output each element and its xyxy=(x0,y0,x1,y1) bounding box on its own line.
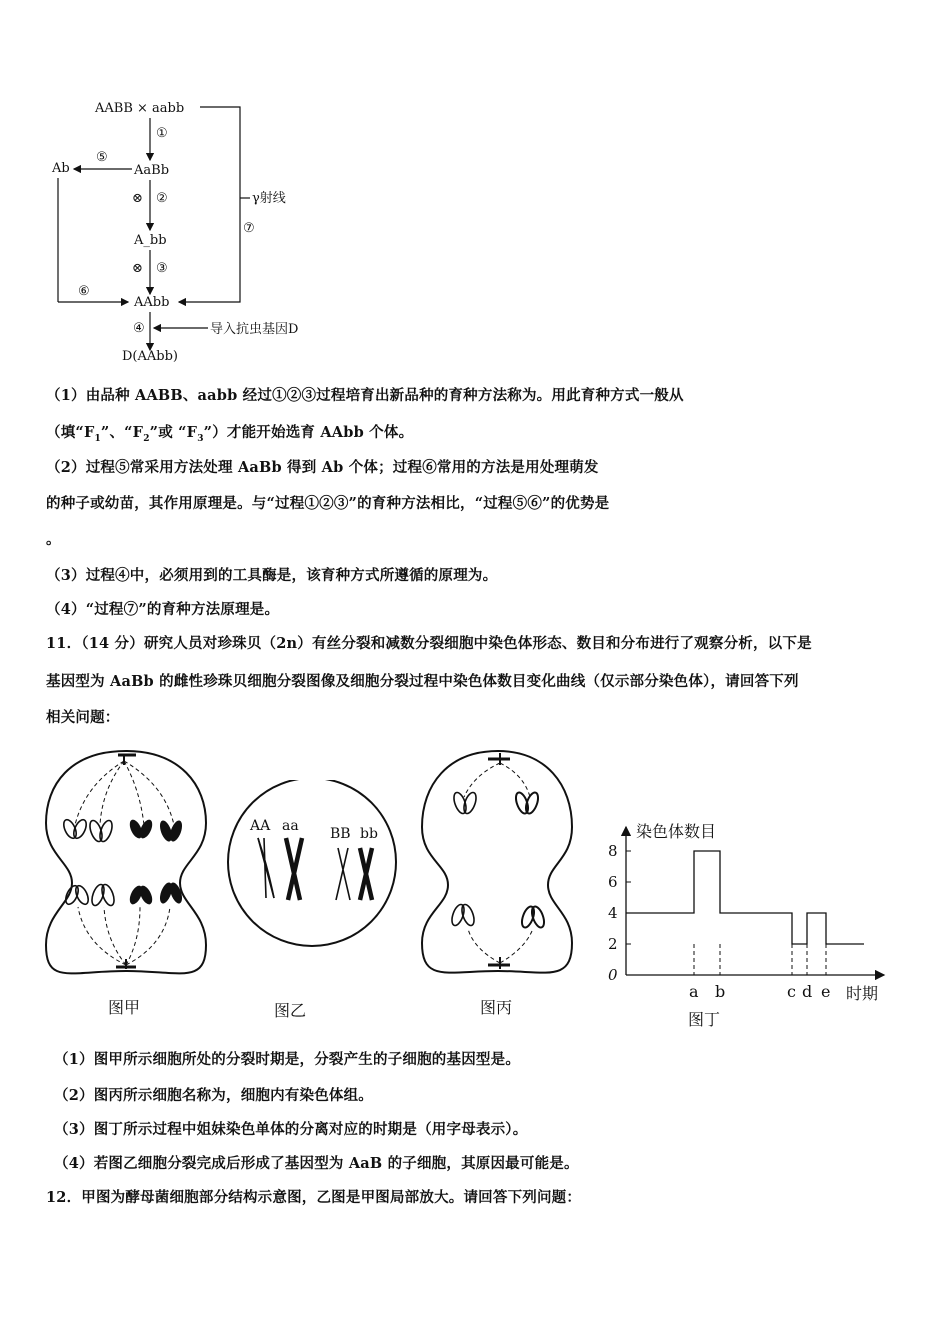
step7-label: ⑦ xyxy=(243,221,255,236)
figure-jia xyxy=(40,745,220,1030)
yi-BB-label: BB xyxy=(330,826,351,842)
chart-ylabel: 染色体数目 xyxy=(636,822,717,841)
chart-ytick-label: 4 xyxy=(608,904,618,922)
aminus-label: A_bb xyxy=(134,233,167,248)
aabb-target-label: AAbb xyxy=(134,295,170,310)
step1-label: ① xyxy=(156,126,168,141)
step4-label: ④ xyxy=(133,321,145,336)
q11-part3: （3）图丁所示过程中姐妹染色单体的分离对应的时期是（用字母表示）。 xyxy=(54,1121,528,1138)
chart-xtick-label: c xyxy=(787,982,796,1001)
fig-yi-caption: 图乙 xyxy=(274,1001,307,1020)
q11-intro-line1: 11．（14 分）研究人员对珍珠贝（2n）有丝分裂和减数分裂细胞中染色体形态、数目和分布进行了观察分析，以下是 xyxy=(46,635,812,652)
q10-part3: （3）过程④中，必须用到的工具酶是，该育种方式所遵循的原理为。 xyxy=(46,567,498,584)
fig-bing-caption: 图丙 xyxy=(480,998,513,1017)
q10-part1-line2: （填“$F_1$”、“$F_2$”或 “$F_3$”）才能开始选育 AAbb 个体。 xyxy=(46,424,414,444)
step3-label: ③ xyxy=(156,261,168,276)
figure-yi xyxy=(222,780,412,1030)
q11-intro-line2: 基因型为 AaBb 的雌性珍珠贝细胞分裂图像及细胞分裂过程中染色体数目变化曲线（仅示部分染色体），请回答下列 xyxy=(46,673,799,690)
q11-part2: （2）图丙所示细胞名称为，细胞内有染色体组。 xyxy=(54,1087,373,1104)
step2-label: ② xyxy=(156,191,168,206)
f1-label: AaBb xyxy=(134,163,170,178)
q11-part4: （4）若图乙细胞分裂完成后形成了基因型为 AaB 的子细胞，其原因最可能是。 xyxy=(54,1155,579,1172)
figure-ding-chart xyxy=(596,815,896,1030)
q10-part2-line2: 的种子或幼苗，其作用原理是。与“过程①②③”的育种方法相比，“过程⑤⑥”的优势是 xyxy=(46,495,610,512)
q10-part4: （4）“过程⑦”的育种方法原理是。 xyxy=(46,601,280,618)
yi-AA-label: AA xyxy=(250,818,271,834)
chart-series-line xyxy=(626,851,864,944)
cross-label: AABB × aabb xyxy=(95,101,185,116)
fig-ding-caption: 图丁 xyxy=(688,1010,721,1029)
figure-bing xyxy=(414,745,584,1030)
chart-xtick-label: a xyxy=(689,982,699,1001)
q11-intro-line3: 相关问题： xyxy=(46,709,120,726)
q10-part2-line3: 。 xyxy=(46,531,61,548)
q10-part2-line1: （2）过程⑤常采用方法处理 AaBb 得到 Ab 个体；过程⑥常用的方法是用处理萌发 xyxy=(46,459,599,476)
chart-xtick-label: b xyxy=(715,982,726,1001)
import-gene-label: 导入抗虫基因D xyxy=(210,322,299,337)
chart-ytick-label: 6 xyxy=(608,873,618,891)
chart-xtick-label: d xyxy=(802,982,813,1001)
chart-ytick-label: 0 xyxy=(608,966,618,984)
q10-part1-line1: （1）由品种 AABB、aabb 经过①②③过程培育出新品种的育种方法称为。用此育种方式一般从 xyxy=(46,387,684,404)
d-product-label: D(AAbb) xyxy=(122,349,178,364)
yi-bb-label: bb xyxy=(360,826,378,842)
breeding-flowchart xyxy=(40,90,340,370)
chart-xlabel: 时期 xyxy=(846,984,879,1003)
yi-aa-label: aa xyxy=(282,818,299,834)
selfing-symbol-2: ⊗ xyxy=(132,191,143,206)
step5-label: ⑤ xyxy=(96,150,108,165)
step6-label: ⑥ xyxy=(78,284,90,299)
chart-x-ticks xyxy=(689,982,830,1001)
chart-guides xyxy=(694,944,826,975)
q12-intro: 12．甲图为酵母菌细胞部分结构示意图，乙图是甲图局部放大。请回答下列问题： xyxy=(46,1189,582,1206)
gamma-label: γ射线 xyxy=(252,191,286,206)
ab-label: Ab xyxy=(52,161,70,176)
chart-ytick-label: 8 xyxy=(608,842,618,860)
chart-xtick-label: e xyxy=(821,982,831,1001)
q11-part1: （1）图甲所示细胞所处的分裂时期是，分裂产生的子细胞的基因型是。 xyxy=(54,1051,521,1068)
fig-jia-caption: 图甲 xyxy=(108,998,141,1017)
selfing-symbol-3: ⊗ xyxy=(132,261,143,276)
chart-ytick-label: 2 xyxy=(608,935,618,953)
